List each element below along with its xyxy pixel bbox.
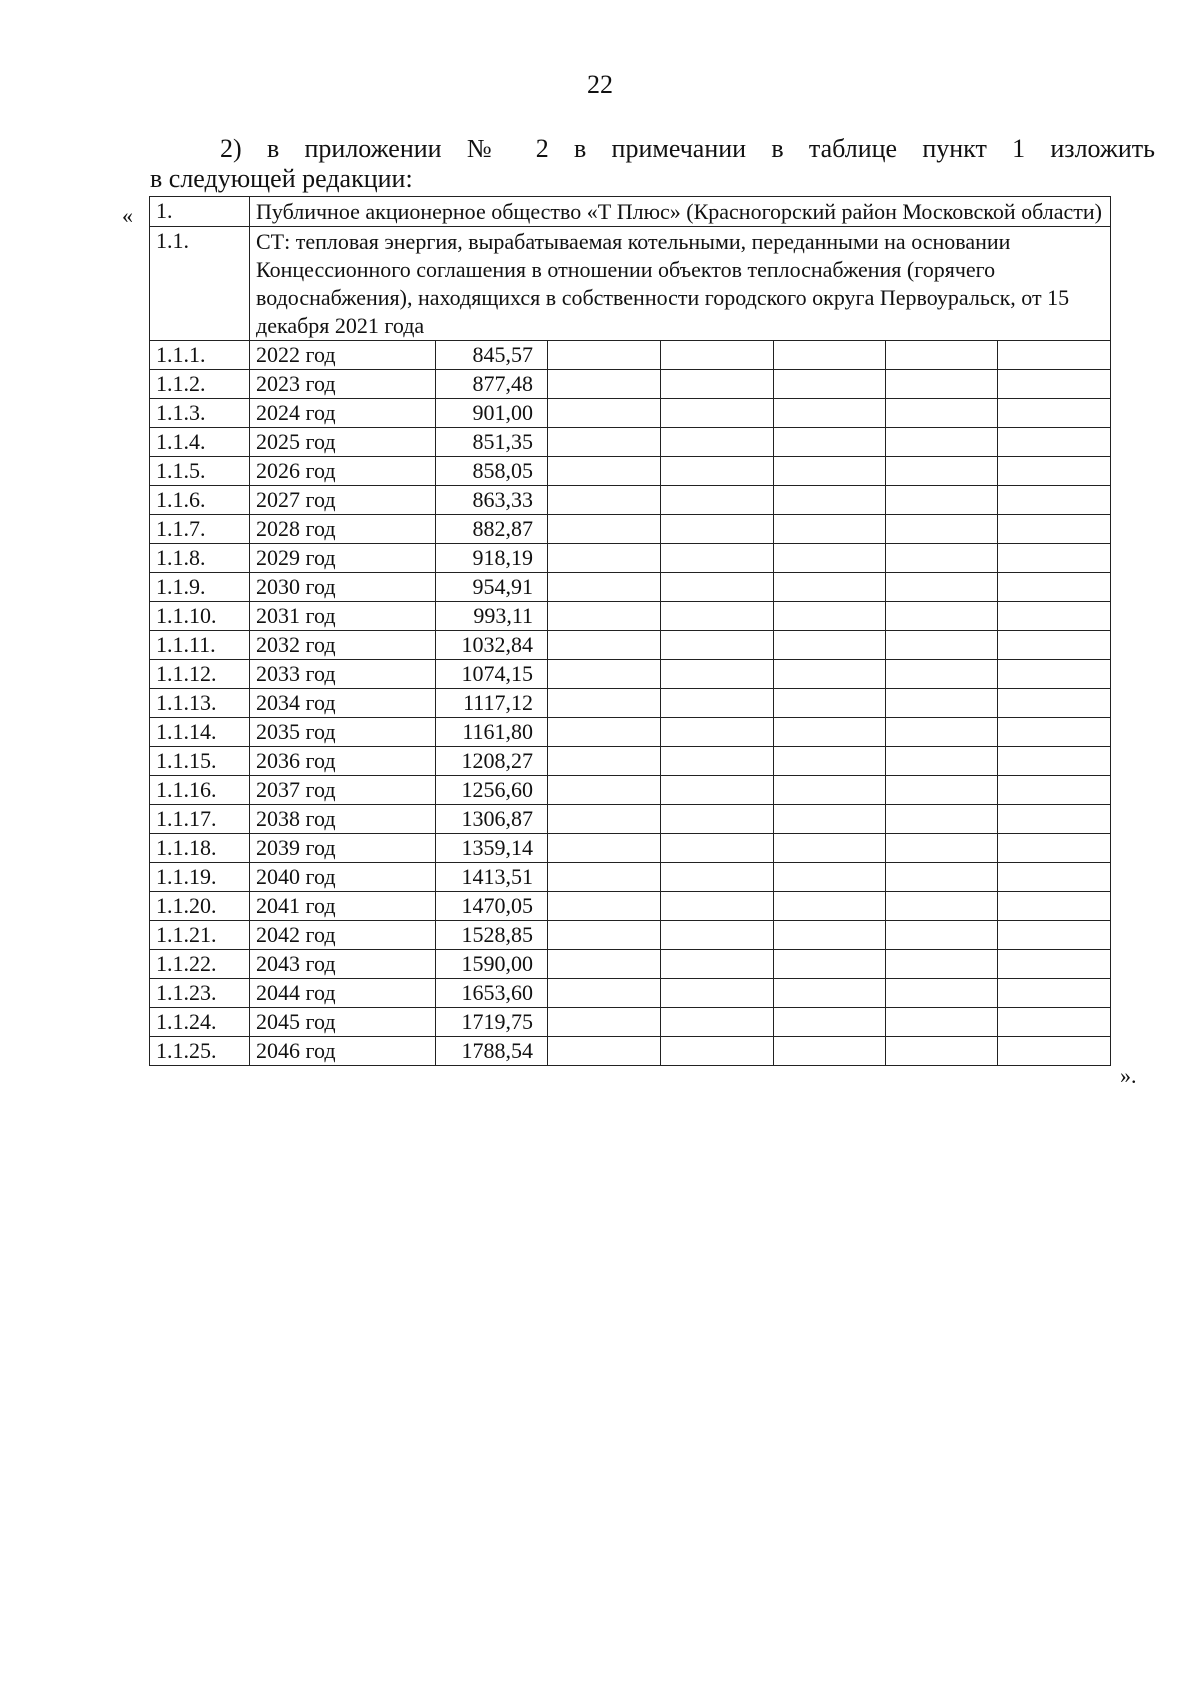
row-number: 1.1.20. xyxy=(150,892,250,921)
row-year: 2030 год xyxy=(250,573,436,602)
row-number: 1.1.23. xyxy=(150,979,250,1008)
tariff-table xyxy=(149,196,1111,1066)
empty-cell xyxy=(998,341,1111,370)
row-number: 1.1.13. xyxy=(150,689,250,718)
empty-cell xyxy=(548,515,661,544)
row-year: 2044 год xyxy=(250,979,436,1008)
closing-quote: ». xyxy=(1120,1063,1137,1088)
empty-cell xyxy=(886,689,998,718)
row-number: 1.1.4. xyxy=(150,428,250,457)
row-value: 1117,12 xyxy=(436,689,548,718)
row-value: 954,91 xyxy=(436,573,548,602)
empty-cell xyxy=(661,1008,774,1037)
empty-cell xyxy=(886,457,998,486)
empty-cell xyxy=(548,370,661,399)
table-row xyxy=(150,631,1111,660)
table-row xyxy=(150,1037,1111,1066)
table-row xyxy=(150,805,1111,834)
empty-cell xyxy=(661,834,774,863)
empty-cell xyxy=(774,950,886,979)
row-year: 2033 год xyxy=(250,660,436,689)
empty-cell xyxy=(661,341,774,370)
row-value: 1074,15 xyxy=(436,660,548,689)
empty-cell xyxy=(774,863,886,892)
empty-cell xyxy=(548,399,661,428)
table-row xyxy=(150,689,1111,718)
row-year: 2032 год xyxy=(250,631,436,660)
empty-cell xyxy=(886,515,998,544)
empty-cell xyxy=(548,689,661,718)
empty-cell xyxy=(774,428,886,457)
empty-cell xyxy=(774,979,886,1008)
empty-cell xyxy=(661,921,774,950)
empty-cell xyxy=(886,399,998,428)
row-value: 918,19 xyxy=(436,544,548,573)
empty-cell xyxy=(661,399,774,428)
empty-cell xyxy=(774,631,886,660)
empty-cell xyxy=(886,428,998,457)
empty-cell xyxy=(998,457,1111,486)
empty-cell xyxy=(548,718,661,747)
empty-cell xyxy=(661,660,774,689)
empty-cell xyxy=(661,979,774,1008)
empty-cell xyxy=(886,950,998,979)
empty-cell xyxy=(774,892,886,921)
empty-cell xyxy=(661,631,774,660)
row-year: 2035 год xyxy=(250,718,436,747)
empty-cell xyxy=(661,863,774,892)
table-row xyxy=(150,399,1111,428)
row-value: 882,87 xyxy=(436,515,548,544)
table-row xyxy=(150,979,1111,1008)
row-number: 1.1.19. xyxy=(150,863,250,892)
empty-cell xyxy=(548,747,661,776)
intro-paragraph xyxy=(150,134,1155,194)
intro-line-1: 2) в приложении № 2 в примечании в таблице пункт 1 изложить xyxy=(220,134,1155,163)
empty-cell xyxy=(661,573,774,602)
empty-cell xyxy=(661,544,774,573)
empty-cell xyxy=(774,602,886,631)
empty-cell xyxy=(548,573,661,602)
empty-cell xyxy=(774,486,886,515)
empty-cell xyxy=(998,631,1111,660)
empty-cell xyxy=(886,1008,998,1037)
empty-cell xyxy=(774,544,886,573)
row-year: 2038 год xyxy=(250,805,436,834)
row-number: 1.1.10. xyxy=(150,602,250,631)
empty-cell xyxy=(548,544,661,573)
empty-cell xyxy=(886,486,998,515)
row-number: 1.1.17. xyxy=(150,805,250,834)
table-row xyxy=(150,1008,1111,1037)
row-number: 1.1.6. xyxy=(150,486,250,515)
table-row xyxy=(150,428,1111,457)
row-year: 2045 год xyxy=(250,1008,436,1037)
empty-cell xyxy=(661,718,774,747)
empty-cell xyxy=(548,979,661,1008)
empty-cell xyxy=(661,776,774,805)
row-number: 1.1.3. xyxy=(150,399,250,428)
row-value: 1161,80 xyxy=(436,718,548,747)
row-year: 2042 год xyxy=(250,921,436,950)
row-year: 2028 год xyxy=(250,515,436,544)
empty-cell xyxy=(886,573,998,602)
empty-cell xyxy=(661,515,774,544)
row-year: 2043 год xyxy=(250,950,436,979)
row-value: 877,48 xyxy=(436,370,548,399)
row-number: 1.1.22. xyxy=(150,950,250,979)
row-year: 2041 год xyxy=(250,892,436,921)
row-value: 845,57 xyxy=(436,341,548,370)
empty-cell xyxy=(548,457,661,486)
empty-cell xyxy=(548,776,661,805)
table-row xyxy=(150,950,1111,979)
empty-cell xyxy=(774,805,886,834)
empty-cell xyxy=(998,950,1111,979)
empty-cell xyxy=(774,515,886,544)
row-number: 1.1.25. xyxy=(150,1037,250,1066)
row-value: 1032,84 xyxy=(436,631,548,660)
empty-cell xyxy=(774,341,886,370)
empty-cell xyxy=(774,1037,886,1066)
row-value: 1719,75 xyxy=(436,1008,548,1037)
table-row xyxy=(150,921,1111,950)
empty-cell xyxy=(886,863,998,892)
empty-cell xyxy=(998,515,1111,544)
empty-cell xyxy=(886,544,998,573)
empty-cell xyxy=(661,486,774,515)
empty-cell xyxy=(548,1037,661,1066)
row-number: 1.1.16. xyxy=(150,776,250,805)
empty-cell xyxy=(998,1037,1111,1066)
row-number: 1.1.18. xyxy=(150,834,250,863)
header-text: Публичное акционерное общество «Т Плюс» (Красногорский район Московской области) xyxy=(250,197,1111,227)
empty-cell xyxy=(998,776,1111,805)
empty-cell xyxy=(661,805,774,834)
table-sub-row xyxy=(150,227,1111,341)
row-year: 2029 год xyxy=(250,544,436,573)
empty-cell xyxy=(774,747,886,776)
empty-cell xyxy=(661,1037,774,1066)
empty-cell xyxy=(548,892,661,921)
table-row xyxy=(150,486,1111,515)
empty-cell xyxy=(661,747,774,776)
empty-cell xyxy=(998,486,1111,515)
empty-cell xyxy=(661,689,774,718)
table-row xyxy=(150,573,1111,602)
row-value: 863,33 xyxy=(436,486,548,515)
row-number: 1.1.11. xyxy=(150,631,250,660)
row-number: 1.1.2. xyxy=(150,370,250,399)
empty-cell xyxy=(548,631,661,660)
empty-cell xyxy=(548,950,661,979)
empty-cell xyxy=(774,660,886,689)
empty-cell xyxy=(774,776,886,805)
row-number: 1.1.15. xyxy=(150,747,250,776)
empty-cell xyxy=(661,602,774,631)
row-year: 2039 год xyxy=(250,834,436,863)
empty-cell xyxy=(886,776,998,805)
empty-cell xyxy=(998,370,1111,399)
row-value: 901,00 xyxy=(436,399,548,428)
empty-cell xyxy=(774,718,886,747)
row-number: 1.1.5. xyxy=(150,457,250,486)
row-number: 1.1.24. xyxy=(150,1008,250,1037)
empty-cell xyxy=(998,544,1111,573)
empty-cell xyxy=(548,341,661,370)
empty-cell xyxy=(998,1008,1111,1037)
empty-cell xyxy=(998,863,1111,892)
row-year: 2022 год xyxy=(250,341,436,370)
table-row xyxy=(150,776,1111,805)
page-number: 22 xyxy=(587,70,613,99)
table-row xyxy=(150,747,1111,776)
row-number: 1.1.12. xyxy=(150,660,250,689)
row-year: 2034 год xyxy=(250,689,436,718)
row-value: 1256,60 xyxy=(436,776,548,805)
empty-cell xyxy=(548,602,661,631)
empty-cell xyxy=(998,718,1111,747)
row-value: 1359,14 xyxy=(436,834,548,863)
table-row xyxy=(150,718,1111,747)
table-row xyxy=(150,457,1111,486)
empty-cell xyxy=(661,428,774,457)
empty-cell xyxy=(548,1008,661,1037)
empty-cell xyxy=(998,689,1111,718)
empty-cell xyxy=(886,631,998,660)
row-year: 2036 год xyxy=(250,747,436,776)
empty-cell xyxy=(661,370,774,399)
row-number: 1.1.21. xyxy=(150,921,250,950)
row-year: 2024 год xyxy=(250,399,436,428)
row-value: 1208,27 xyxy=(436,747,548,776)
empty-cell xyxy=(998,602,1111,631)
empty-cell xyxy=(998,834,1111,863)
table-row xyxy=(150,602,1111,631)
empty-cell xyxy=(774,921,886,950)
empty-cell xyxy=(998,747,1111,776)
empty-cell xyxy=(548,834,661,863)
table-row xyxy=(150,892,1111,921)
row-number: 1.1.8. xyxy=(150,544,250,573)
row-number: 1.1.7. xyxy=(150,515,250,544)
row-value: 993,11 xyxy=(436,602,548,631)
table-row xyxy=(150,834,1111,863)
row-value: 858,05 xyxy=(436,457,548,486)
table-row xyxy=(150,660,1111,689)
empty-cell xyxy=(998,399,1111,428)
table-row xyxy=(150,341,1111,370)
empty-cell xyxy=(886,747,998,776)
table-row xyxy=(150,515,1111,544)
row-value: 851,35 xyxy=(436,428,548,457)
row-number: 1.1.9. xyxy=(150,573,250,602)
intro-line-2: в следующей редакции: xyxy=(150,164,413,193)
empty-cell xyxy=(661,950,774,979)
empty-cell xyxy=(886,834,998,863)
empty-cell xyxy=(998,979,1111,1008)
empty-cell xyxy=(998,573,1111,602)
empty-cell xyxy=(886,341,998,370)
empty-cell xyxy=(548,863,661,892)
row-value: 1413,51 xyxy=(436,863,548,892)
row-value: 1653,60 xyxy=(436,979,548,1008)
empty-cell xyxy=(886,602,998,631)
row-year: 2040 год xyxy=(250,863,436,892)
sub-text: СТ: тепловая энергия, вырабатываемая котельными, переданными на основании Концессионного соглашения в отношении объектов теплоснабжения (горячего водоснабжения), находящихся в собственности городского округа Первоуральск, от 15 декабря 2021 года xyxy=(250,227,1111,341)
empty-cell xyxy=(774,1008,886,1037)
empty-cell xyxy=(774,834,886,863)
row-year: 2025 год xyxy=(250,428,436,457)
row-year: 2037 год xyxy=(250,776,436,805)
empty-cell xyxy=(774,457,886,486)
empty-cell xyxy=(886,370,998,399)
row-value: 1470,05 xyxy=(436,892,548,921)
sub-num: 1.1. xyxy=(150,227,250,341)
table-row xyxy=(150,370,1111,399)
empty-cell xyxy=(774,689,886,718)
row-value: 1590,00 xyxy=(436,950,548,979)
empty-cell xyxy=(548,921,661,950)
row-number: 1.1.14. xyxy=(150,718,250,747)
table-row xyxy=(150,544,1111,573)
empty-cell xyxy=(998,921,1111,950)
empty-cell xyxy=(548,660,661,689)
empty-cell xyxy=(998,660,1111,689)
empty-cell xyxy=(774,573,886,602)
empty-cell xyxy=(886,1037,998,1066)
row-year: 2031 год xyxy=(250,602,436,631)
row-year: 2027 год xyxy=(250,486,436,515)
empty-cell xyxy=(774,370,886,399)
header-num: 1. xyxy=(150,197,250,227)
empty-cell xyxy=(548,486,661,515)
row-value: 1528,85 xyxy=(436,921,548,950)
empty-cell xyxy=(548,805,661,834)
empty-cell xyxy=(774,399,886,428)
empty-cell xyxy=(661,892,774,921)
empty-cell xyxy=(998,805,1111,834)
row-value: 1788,54 xyxy=(436,1037,548,1066)
empty-cell xyxy=(998,428,1111,457)
empty-cell xyxy=(661,457,774,486)
empty-cell xyxy=(886,718,998,747)
empty-cell xyxy=(886,979,998,1008)
row-year: 2026 год xyxy=(250,457,436,486)
empty-cell xyxy=(548,428,661,457)
table-row xyxy=(150,863,1111,892)
table-header-row xyxy=(150,197,1111,227)
empty-cell xyxy=(886,892,998,921)
empty-cell xyxy=(998,892,1111,921)
row-year: 2023 год xyxy=(250,370,436,399)
opening-quote: « xyxy=(122,203,133,228)
row-year: 2046 год xyxy=(250,1037,436,1066)
empty-cell xyxy=(886,660,998,689)
empty-cell xyxy=(886,805,998,834)
row-value: 1306,87 xyxy=(436,805,548,834)
row-number: 1.1.1. xyxy=(150,341,250,370)
empty-cell xyxy=(886,921,998,950)
